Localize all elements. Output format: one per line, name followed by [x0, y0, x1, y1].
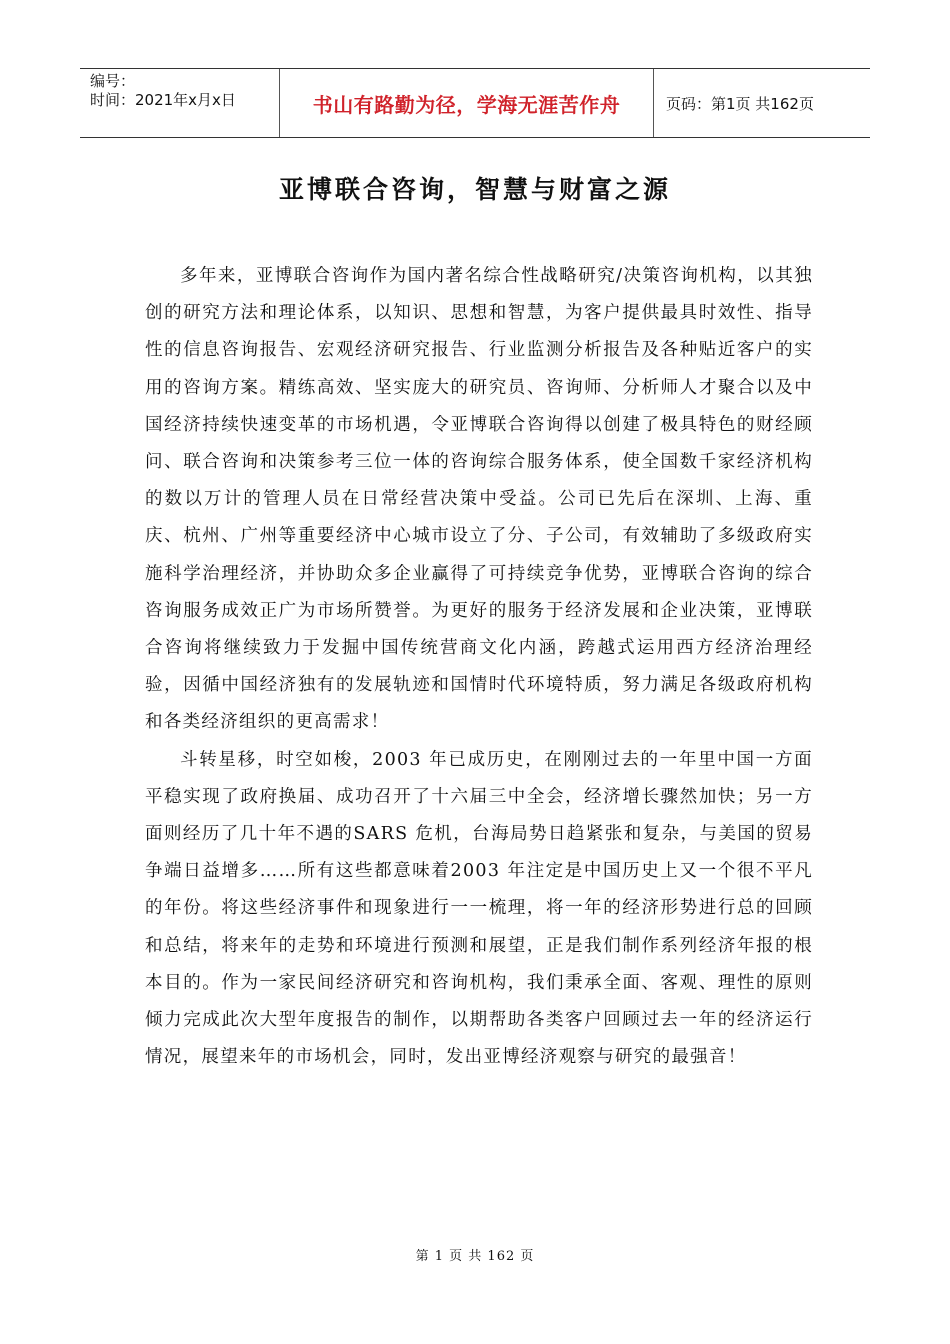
header-motto: 书山有路勤为径，学海无涯苦作舟 — [280, 69, 654, 137]
document-date-label: 时间：2021年x月x日 — [90, 91, 236, 109]
header-page-info: 页码：第1页 共162页 — [666, 94, 814, 113]
paragraph: 斗转星移，时空如梭，2003 年已成历史，在刚刚过去的一年里中国一方面平稳实现了政府换届、成功召开了十六届三中全会，经济增长骤然加快；另一方面则经历了几十年不遇的SARS 危机，台海局势日趋紧张和复杂，与美国的贸易争端日益增多……所有这些都意味着2003 年注定是中国历史上又一个很不平凡的年份。将这些经济事件和现象进行一一梳理，将一年的经济形势进行总的回顾和总结，将来年的走势和环境进行预测和展望，正是我们制作系列经济年报的根本目的。作为一家民间经济研究和咨询机构，我们秉承全面、客观、理性的原则倾力完成此次大型年度报告的制作，以期帮助各类客户回顾过去一年的经济运行情况，展望来年的市场机会，同时，发出亚博经济观察与研究的最强音！ — [145, 749, 813, 1068]
document-number-label: 编号： — [90, 72, 136, 90]
paragraph: 多年来，亚博联合咨询作为国内著名综合性战略研究/决策咨询机构，以其独创的研究方法和理论体系，以知识、思想和智慧，为客户提供最具时效性、指导性的信息咨询报告、宏观经济研究报告、行业监测分析报告及各种贴近客户的实用的咨询方案。精练高效、坚实庞大的研究员、咨询师、分析师人才聚合以及中国经济持续快速变革的市场机遇，令亚博联合咨询得以创建了极具特色的财经顾问、联合咨询和决策参考三位一体的咨询综合服务体系，使全国数千家经济机构的数以万计的管理人员在日常经营决策中受益。公司已先后在深圳、上海、重庆、杭州、广州等重要经济中心城市设立了分、子公司，有效辅助了多级政府实施科学治理经济，并协助众多企业赢得了可持续竞争优势，亚博联合咨询的综合咨询服务成效正广为市场所赞誉。为更好的服务于经济发展和企业决策，亚博联合咨询将继续致力于发掘中国传统营商文化内涵，跨越式运用西方经济治理经验，因循中国经济独有的发展轨迹和国情时代环境特质，努力满足各级政府机构和各类经济组织的更高需求！ — [145, 266, 813, 733]
document-title: 亚博联合咨询，智慧与财富之源 — [278, 175, 671, 204]
document-body — [145, 258, 813, 1076]
header-meta-cell — [80, 69, 280, 137]
page-footer: 第 1 页 共 162 页 — [415, 1249, 535, 1264]
document-header — [80, 68, 870, 138]
